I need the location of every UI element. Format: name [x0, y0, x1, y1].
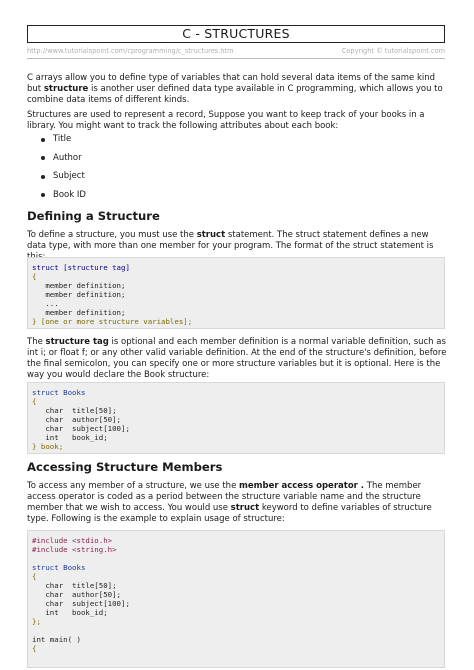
intro-paragraph-1: C arrays allow you to define type of variables that can hold several data items of the same kind but structure is another user defined data type available in C programming, which allows you to combine data items of different kinds.	[27, 73, 443, 105]
code-line: {	[32, 644, 37, 653]
code-line: char author[50];	[32, 590, 121, 599]
code-line: member definition;	[32, 308, 126, 317]
code-line: char title[50];	[32, 581, 117, 590]
code-line: ...	[32, 299, 59, 308]
code-line: } [one or more structure variables];	[32, 317, 193, 326]
intro-paragraph-2: Structures are used to represent a record, Suppose you want to keep track of your books in a library. You might want to track the following attributes about each book:	[27, 110, 425, 131]
source-url[interactable]: http://www.tutorialspoint.com/cprogramming/c_structures.htm	[27, 47, 234, 55]
code-line	[32, 626, 440, 635]
code-line: int main( )	[32, 635, 81, 644]
code-line: #include <string.h>	[32, 545, 117, 554]
code-line: struct Books	[32, 563, 86, 572]
section-heading-accessing: Accessing Structure Members	[27, 460, 223, 474]
code-line: member definition;	[32, 281, 126, 290]
code-line: int book_id;	[32, 433, 108, 442]
list-item: Title	[41, 134, 86, 153]
code-line: } book;	[32, 442, 64, 451]
code-line: char author[50];	[32, 415, 121, 424]
code-line: char title[50];	[32, 406, 117, 415]
accessing-paragraph: To access any member of a structure, we use the member access operator . The member access operator is coded as a period between the structure variable name and the structure member that we wish to access. You would use struct keyword to define variables of structure type. Following is the example to explain usage of structure:	[27, 481, 432, 524]
code-line: {	[32, 272, 37, 281]
copyright-text: Copyright © tutorialspoint.com	[341, 47, 445, 55]
code-block-struct-format	[27, 257, 445, 329]
defining-paragraph: To define a structure, you must use the struct statement. The struct statement defines a new data type, with more than one member for your program. The format of the struct statement is	[27, 230, 434, 251]
code-line: };	[32, 617, 41, 626]
code-line: int book_id;	[32, 608, 108, 617]
list-item: Author	[41, 153, 86, 172]
code-line: #include <stdio.h>	[32, 536, 113, 545]
code-line: member definition;	[32, 290, 126, 299]
code-line: char subject[100];	[32, 424, 130, 433]
section-heading-defining: Defining a Structure	[27, 209, 160, 223]
page-meta	[27, 46, 445, 59]
code-line: struct [structure tag]	[32, 263, 130, 272]
code-line: char subject[100];	[32, 599, 130, 608]
structure-tag-paragraph: The structure tag is optional and each member definition is a normal variable definition, such as int i; or float f; or any other valid variable definition. At the end of the structure's definition, before the final semicolon, you can specify one or more structure variables but it is optional. Here is the way you would declare the Book structure:	[27, 337, 447, 380]
code-line: {	[32, 397, 37, 406]
page-title: C - STRUCTURES	[27, 25, 445, 43]
structure-term: structure	[43, 84, 89, 94]
code-line: {	[32, 572, 37, 581]
list-item: Subject	[41, 171, 86, 190]
code-line	[32, 554, 440, 563]
list-item: Book ID	[41, 190, 86, 209]
code-block-books-struct	[27, 382, 445, 454]
attribute-list	[41, 134, 86, 208]
code-line: struct Books	[32, 388, 86, 397]
code-block-example	[27, 530, 445, 668]
